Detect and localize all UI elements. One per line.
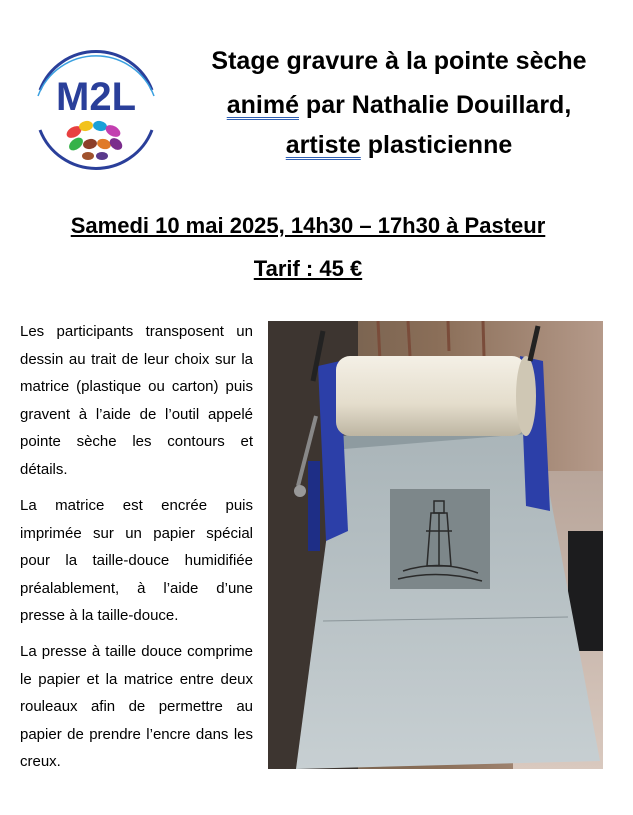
description-paragraph-2: La matrice est encrée puis imprimée sur un papier spécial pour la taille-douce humidifiée préalablement, à l’aide d’une presse à la taille-douce. bbox=[20, 497, 253, 624]
role-rest: plasticienne bbox=[360, 131, 513, 159]
host-word-anime: animé bbox=[226, 91, 299, 119]
hands-icon bbox=[65, 120, 125, 160]
event-price: Tarif : 45 € bbox=[253, 256, 363, 281]
logo-text: M2L bbox=[56, 75, 136, 119]
role-word-artiste: artiste bbox=[285, 131, 361, 159]
host-name: par Nathalie Douillard, bbox=[298, 91, 572, 119]
workshop-host bbox=[180, 90, 618, 120]
m2l-logo bbox=[28, 40, 164, 182]
description-paragraph-1: Les participants transposent un dessin au trait de leur choix sur la matrice (plastique ou carton) puis gravent à l’aide de l’outil appelé pointe sèche les contours et détails. bbox=[20, 323, 253, 478]
workshop-title: Stage gravure à la pointe sèche bbox=[211, 47, 587, 75]
description-paragraph-3: La presse à taille douce comprime le papier et la matrice entre deux rouleaux afin de permettre au papier de prendre l’encre dans les creux. bbox=[20, 643, 253, 770]
event-date: Samedi 10 mai 2025, 14h30 – 17h30 à Pasteur bbox=[70, 213, 546, 238]
workshop-host-role bbox=[180, 130, 618, 160]
printing-press-photo bbox=[268, 321, 603, 769]
